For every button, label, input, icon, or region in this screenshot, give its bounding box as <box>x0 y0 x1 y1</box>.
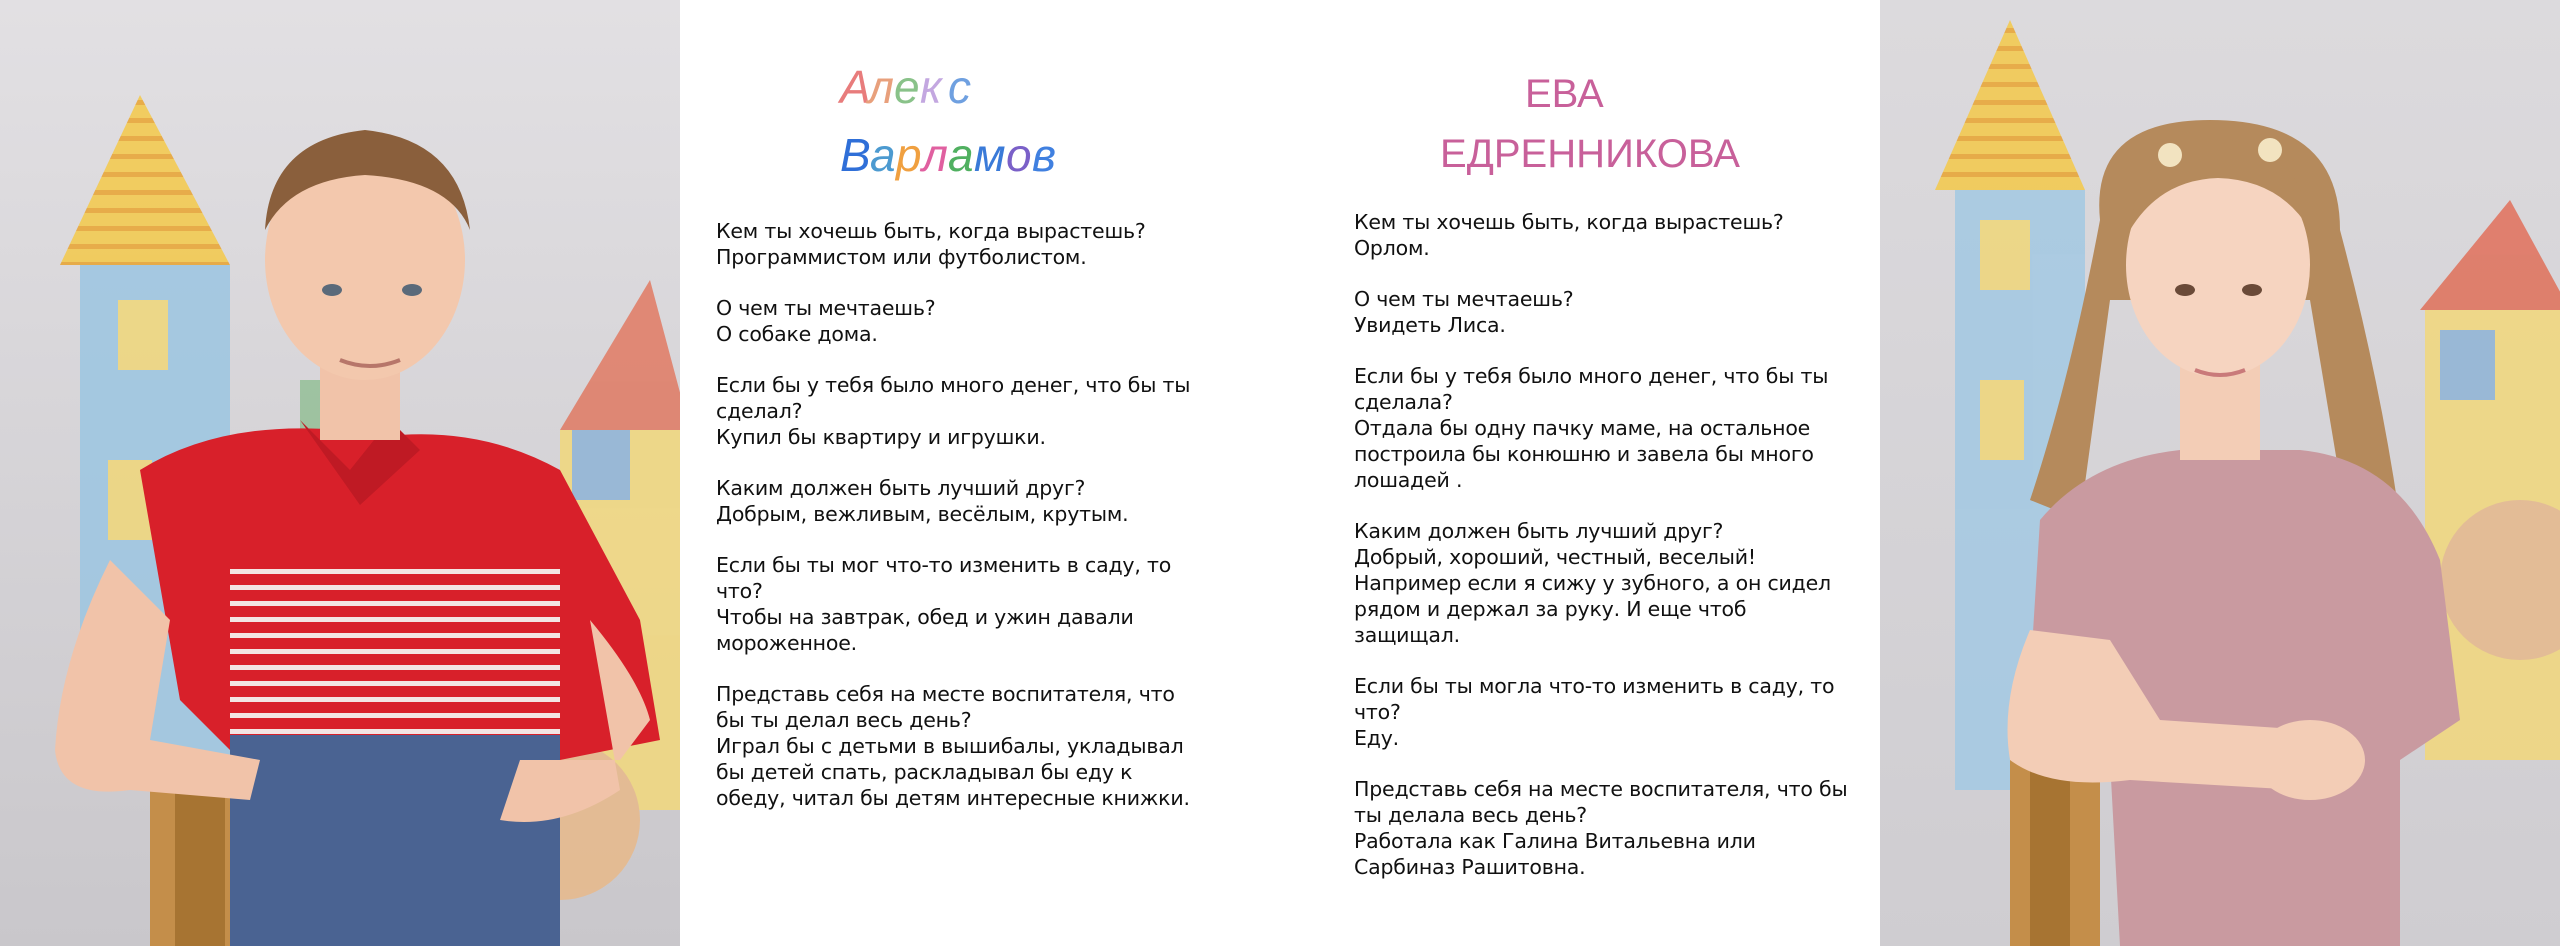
qa-question: Если бы у тебя было много денег, что бы ты сделал? <box>716 373 1191 423</box>
boy-photo <box>0 0 680 946</box>
qa-item <box>716 295 1196 347</box>
qa-question: О чем ты мечтаешь? <box>716 296 936 320</box>
qa-answer: Купил бы квартиру и игрушки. <box>716 425 1046 449</box>
boy-handwritten-name <box>830 48 1150 198</box>
qa-answer: Увидеть Лиса. <box>1354 313 1506 337</box>
svg-text:в: в <box>1032 129 1057 181</box>
qa-answer: О собаке дома. <box>716 322 878 346</box>
qa-answer: Программистом или футболистом. <box>716 245 1087 269</box>
svg-text:л: л <box>922 129 948 181</box>
svg-text:В: В <box>840 129 871 181</box>
qa-question: Кем ты хочешь быть, когда вырастешь? <box>1354 210 1784 234</box>
qa-item <box>1354 518 1854 648</box>
boy-qa-list <box>716 218 1196 836</box>
qa-question: Если бы ты мог что-то изменить в саду, то что? <box>716 553 1172 603</box>
girl-handwritten-name <box>1430 62 1750 212</box>
qa-answer: Добрым, вежливым, весёлым, крутым. <box>716 502 1129 526</box>
svg-text:е: е <box>894 61 920 113</box>
svg-text:л: л <box>868 61 894 113</box>
qa-answer: Отдала бы одну пачку маме, на остальное построила бы конюшню и завела бы много лошадей . <box>1354 416 1814 492</box>
qa-question: Если бы у тебя было много денег, что бы ты сделала? <box>1354 364 1829 414</box>
girl-photo <box>1880 0 2560 946</box>
qa-question: Представь себя на месте воспитателя, что бы ты делал весь день? <box>716 682 1175 732</box>
qa-item <box>716 681 1196 811</box>
qa-item <box>1354 673 1854 751</box>
qa-item <box>716 372 1196 450</box>
qa-answer: Работала как Галина Витальевна или Сарбиназ Рашитовна. <box>1354 829 1756 879</box>
qa-question: О чем ты мечтаешь? <box>1354 287 1574 311</box>
svg-text:ЕДРЕННИКОВА: ЕДРЕННИКОВА <box>1440 132 1741 176</box>
qa-answer: Еду. <box>1354 726 1399 750</box>
svg-text:к: к <box>920 61 942 113</box>
qa-question: Каким должен быть лучший друг? <box>716 476 1086 500</box>
qa-answer: Играл бы с детьми в вышибалы, укладывал бы детей спать, раскладывал бы еду к обеду, читал бы детям интересные книжки. <box>716 734 1190 810</box>
svg-text:о: о <box>1006 129 1032 181</box>
svg-text:с: с <box>948 61 971 113</box>
boy-interview-page <box>680 0 1280 946</box>
qa-answer: Орлом. <box>1354 236 1430 260</box>
qa-question: Каким должен быть лучший друг? <box>1354 519 1724 543</box>
svg-text:ЕВА: ЕВА <box>1525 72 1604 116</box>
qa-question: Если бы ты могла что-то изменить в саду, то что? <box>1354 674 1835 724</box>
girl-qa-list <box>1354 209 1854 905</box>
qa-item <box>716 218 1196 270</box>
qa-item <box>1354 363 1854 493</box>
svg-text:а: а <box>870 129 896 181</box>
qa-answer: Добрый, хороший, честный, веселый! Например если я сижу у зубного, а он сидел рядом и держал за руку. И еще чтоб защищал. <box>1354 545 1831 647</box>
qa-answer: Чтобы на завтрак, обед и ужин давали мороженное. <box>716 605 1134 655</box>
qa-question: Кем ты хочешь быть, когда вырастешь? <box>716 219 1146 243</box>
svg-text:А: А <box>840 61 871 113</box>
qa-question: Представь себя на месте воспитателя, что бы ты делала весь день? <box>1354 777 1848 827</box>
girl-interview-page <box>1280 0 1880 946</box>
qa-item <box>1354 209 1854 261</box>
svg-text:а: а <box>948 129 974 181</box>
qa-item <box>716 475 1196 527</box>
svg-text:м: м <box>974 129 1006 181</box>
svg-text:р: р <box>896 129 922 181</box>
qa-item <box>716 552 1196 656</box>
qa-item <box>1354 286 1854 338</box>
qa-item <box>1354 776 1854 880</box>
